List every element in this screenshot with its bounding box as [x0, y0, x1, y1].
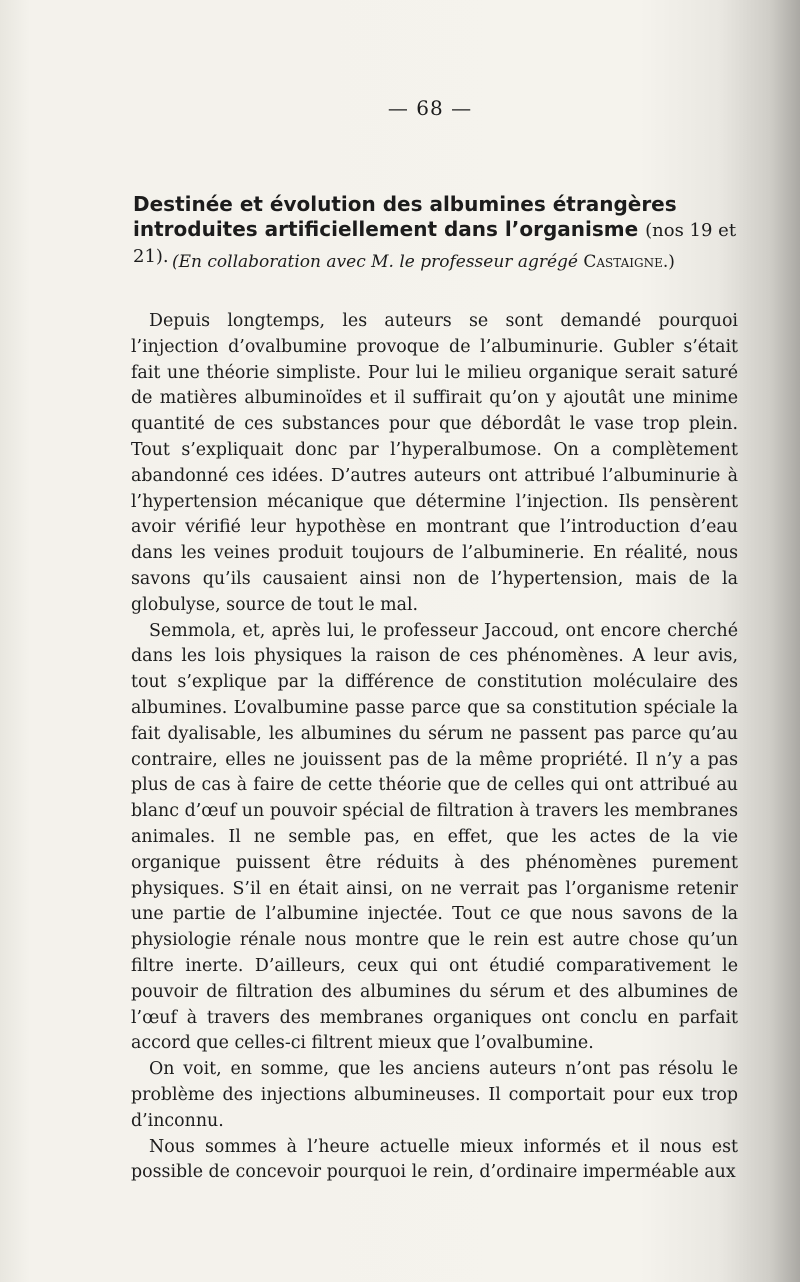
collaborator-name: Castaigne [583, 252, 663, 272]
paragraph: Nous sommes à l’heure actuelle mieux informés et il nous est possible de concevoir pourquoi le rein, d’ordinaire imperméable aux [131, 1136, 738, 1183]
body-text [131, 309, 738, 1186]
paragraph: Semmola, et, après lui, le professeur Jaccoud, ont encore cherché dans les lois physiques la raison de ces phénomènes. A leur avis, tout s’explique par la différence de constitution moléculaire des albumines. L’ovalbumine passe parce que sa constitution spéciale la fait dyalisable, les albumines du sérum ne passent pas parce qu’au contraire, elles ne jouissent pas de la même propriété. Il n’y a pas plus de cas à faire de cette théorie que de celles qui ont attribué au blanc d’œuf un pouvoir spécial de filtration à travers les membranes animales. Il ne semble pas, en effet, que les actes de la vie organique puissent être réduits à des phénomènes purement physiques. S’il en était ainsi, on ne verrait pas l’organisme retenir une partie de l’albumine injectée. Tout ce que nous savons de la physiologie rénale nous montre que le rein est autre chose qu’un filtre inerte. D’ailleurs, ceux qui ont étudié comparativement le pouvoir de filtration des albumines du sérum et des albumines de l’œuf à travers des membranes organiques ont conclu en parfait accord que celles-ci filtrent mieux que l’ovalbumine. [131, 620, 738, 1054]
collaboration-suffix: .) [662, 252, 675, 272]
collaboration-line [172, 252, 675, 272]
paragraph: On voit, en somme, que les anciens auteurs n’ont pas résolu le problème des injections albumineuses. Il comportait pour eux trop d’inconnu. [131, 1059, 738, 1131]
page-number: — 68 — [387, 96, 473, 120]
section-title-refs: (nos 19 et 21). [133, 220, 737, 267]
paragraph: Depuis longtemps, les auteurs se sont demandé pourquoi l’injection d’ovalbumine provoque de l’albuminurie. Gubler s’était fait une théorie simpliste. Pour lui le milieu organique serait saturé de matières albuminoïdes et il suffirait qu’on y ajoutât une minime quantité de ces substances pour que débordât le vase trop plein. Tout s’expliquait donc par l’hyperalbumose. On a complètement abandonné ces idées. D’autres auteurs ont attribué l’albuminurie à l’hypertension mécanique que détermine l’injection. Ils pensèrent avoir vérifié leur hypothèse en montrant que l’introduction d’eau dans les veines produit toujours de l’albuminerie. En réalité, nous savons qu’ils causaient ainsi non de l’hypertension, mais de la globulyse, source de tout le mal. [131, 311, 738, 615]
collaboration-prefix: (En collaboration avec M. le professeur agrégé [172, 252, 584, 272]
section-title-text: Destinée et évolution des albumines étrangères introduites artificiellement dans l’organisme [133, 192, 677, 241]
